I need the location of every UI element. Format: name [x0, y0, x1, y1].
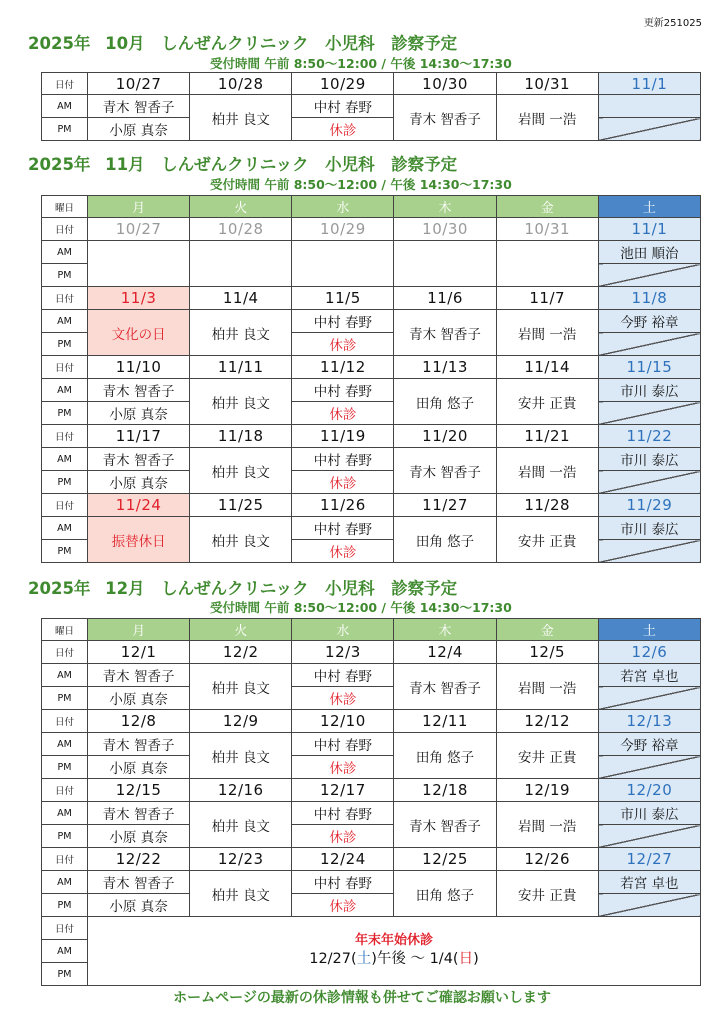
doctor-cell: 中村 春野: [292, 733, 394, 756]
date-row: [42, 425, 701, 448]
am-row: [42, 448, 701, 471]
weekday-header-row: [42, 196, 701, 218]
am-label: AM: [42, 448, 88, 471]
am-label: AM: [42, 940, 88, 963]
date-cell-saturday: 12/20: [598, 779, 700, 802]
doctor-cell: 安井 正貴: [496, 871, 598, 917]
date-cell: 12/5: [496, 641, 598, 664]
saturday-pm-closed-cell: [598, 894, 700, 917]
date-cell: 10/31: [496, 73, 598, 95]
doctor-cell: 柏井 良文: [190, 95, 292, 141]
doctor-cell-saturday: 市川 泰広: [598, 379, 700, 402]
date-cell: 11/14: [496, 356, 598, 379]
pm-label: PM: [42, 333, 88, 356]
date-cell: 12/8: [88, 710, 190, 733]
date-row: [42, 356, 701, 379]
doctor-cell: 柏井 良文: [190, 802, 292, 848]
doctor-cell: 中村 春野: [292, 871, 394, 894]
doctor-cell: 田角 悠子: [394, 379, 496, 425]
weekday-header-row: [42, 619, 701, 641]
closure-start-date: 12/27: [309, 950, 352, 967]
date-label: 日付: [42, 779, 88, 802]
doctor-cell: 小原 真奈: [88, 756, 190, 779]
pm-label: PM: [42, 894, 88, 917]
date-cell: 11/27: [394, 494, 496, 517]
saturday-pm-closed-cell: [598, 825, 700, 848]
closed-cell: 休診: [292, 333, 394, 356]
weekday-header: 月: [88, 619, 190, 641]
doctor-cell: 小原 真奈: [88, 118, 190, 141]
date-cell: 11/6: [394, 287, 496, 310]
date-cell: 12/17: [292, 779, 394, 802]
weekday-header: 水: [292, 196, 394, 218]
pm-label: PM: [42, 963, 88, 986]
am-label: AM: [42, 310, 88, 333]
doctor-cell: 柏井 良文: [190, 664, 292, 710]
doctor-cell: 安井 正貴: [496, 733, 598, 779]
date-cell-previous-month: 10/30: [394, 218, 496, 241]
date-cell: 12/22: [88, 848, 190, 871]
date-row: [42, 917, 701, 940]
date-cell: 11/18: [190, 425, 292, 448]
date-cell-saturday: 11/15: [598, 356, 700, 379]
am-label: AM: [42, 379, 88, 402]
date-cell-previous-month: 10/28: [190, 218, 292, 241]
am-row: [42, 95, 701, 118]
updated-stamp: 更新251025: [643, 18, 702, 29]
date-cell: 11/26: [292, 494, 394, 517]
am-row: [42, 871, 701, 894]
pm-label: PM: [42, 471, 88, 494]
doctor-cell: 田角 悠子: [394, 733, 496, 779]
date-cell: 12/26: [496, 848, 598, 871]
date-cell: 12/11: [394, 710, 496, 733]
doctor-cell: 中村 春野: [292, 802, 394, 825]
saturday-pm-closed-cell: [598, 471, 700, 494]
closure-end-day: 日: [458, 950, 474, 967]
pm-label: PM: [42, 402, 88, 425]
pm-label: PM: [42, 264, 88, 287]
weekday-header: 火: [190, 196, 292, 218]
weekday-header: 木: [394, 196, 496, 218]
am-label: AM: [42, 95, 88, 118]
weekday-label: 曜日: [42, 619, 88, 641]
date-row: [42, 287, 701, 310]
date-cell: 12/3: [292, 641, 394, 664]
date-cell: 12/1: [88, 641, 190, 664]
weekday-label: 曜日: [42, 196, 88, 218]
date-cell-holiday: 11/24: [88, 494, 190, 517]
empty-cell: [292, 241, 394, 287]
date-cell: 11/20: [394, 425, 496, 448]
december-hours: 受付時間 午前 8:50〜12:00 / 午後 14:30〜17:30: [210, 600, 512, 615]
footer-note: ホームページの最新の休診情報も併せてご確認お願いします: [173, 990, 551, 1006]
date-cell: 12/10: [292, 710, 394, 733]
pm-row: [42, 894, 701, 917]
am-row: [42, 379, 701, 402]
doctor-cell: 青木 智香子: [88, 379, 190, 402]
date-cell-saturday: 11/1: [598, 218, 700, 241]
new-year-closure-period: 12/27(土)午後 〜 1/4(日): [309, 950, 479, 967]
doctor-cell: 安井 正貴: [496, 517, 598, 563]
date-label: 日付: [42, 494, 88, 517]
weekday-header: 金: [496, 196, 598, 218]
date-cell: 11/21: [496, 425, 598, 448]
doctor-cell: 岩間 一浩: [496, 664, 598, 710]
empty-cell: [190, 241, 292, 287]
november-title: 2025年 11月 しんぜんクリニック 小児科 診察予定: [28, 155, 458, 174]
holiday-cell: 文化の日: [88, 310, 190, 356]
doctor-cell: 青木 智香子: [394, 95, 496, 141]
doctor-cell: 青木 智香子: [394, 802, 496, 848]
date-cell: 11/7: [496, 287, 598, 310]
date-cell-holiday: 11/3: [88, 287, 190, 310]
doctor-cell-saturday: 市川 泰広: [598, 448, 700, 471]
doctor-cell: 小原 真奈: [88, 402, 190, 425]
date-cell-saturday: 11/8: [598, 287, 700, 310]
doctor-cell: 柏井 良文: [190, 448, 292, 494]
date-cell-saturday: 11/22: [598, 425, 700, 448]
doctor-cell: 岩間 一浩: [496, 802, 598, 848]
december-title: 2025年 12月 しんぜんクリニック 小児科 診察予定: [28, 579, 458, 598]
pm-row: [42, 471, 701, 494]
doctor-cell: 青木 智香子: [88, 95, 190, 118]
date-cell: 12/18: [394, 779, 496, 802]
date-cell: 12/19: [496, 779, 598, 802]
date-cell: 12/15: [88, 779, 190, 802]
pm-row: [42, 756, 701, 779]
date-row: [42, 779, 701, 802]
closed-cell: 休診: [292, 540, 394, 563]
date-cell: 11/4: [190, 287, 292, 310]
closed-cell: 休診: [292, 756, 394, 779]
doctor-cell-saturday: 今野 裕章: [598, 310, 700, 333]
october-schedule-table: [41, 72, 701, 141]
date-cell: 10/28: [190, 73, 292, 95]
date-cell-previous-month: 10/29: [292, 218, 394, 241]
date-cell: 11/12: [292, 356, 394, 379]
date-cell: 10/27: [88, 73, 190, 95]
pm-label: PM: [42, 825, 88, 848]
closed-cell: 休診: [292, 471, 394, 494]
empty-cell: [496, 241, 598, 287]
doctor-cell: 柏井 良文: [190, 871, 292, 917]
doctor-cell-saturday: 若宮 卓也: [598, 871, 700, 894]
pm-row: [42, 118, 701, 141]
doctor-cell: 青木 智香子: [394, 448, 496, 494]
doctor-cell: 中村 春野: [292, 517, 394, 540]
date-label: 日付: [42, 641, 88, 664]
november-schedule-table: [41, 195, 701, 563]
doctor-cell: 青木 智香子: [394, 310, 496, 356]
am-row: [42, 310, 701, 333]
doctor-cell: 柏井 良文: [190, 517, 292, 563]
doctor-cell: 中村 春野: [292, 95, 394, 118]
date-cell: 12/24: [292, 848, 394, 871]
doctor-cell: 小原 真奈: [88, 471, 190, 494]
date-row: [42, 494, 701, 517]
date-label: 日付: [42, 710, 88, 733]
pm-label: PM: [42, 118, 88, 141]
doctor-cell: 青木 智香子: [88, 664, 190, 687]
pm-label: PM: [42, 540, 88, 563]
doctor-cell: 中村 春野: [292, 310, 394, 333]
am-label: AM: [42, 517, 88, 540]
pm-row: [42, 687, 701, 710]
doctor-cell: 岩間 一浩: [496, 95, 598, 141]
date-cell: 10/30: [394, 73, 496, 95]
pm-label: PM: [42, 687, 88, 710]
date-cell-saturday: 12/13: [598, 710, 700, 733]
weekday-header: 水: [292, 619, 394, 641]
pm-row: [42, 825, 701, 848]
doctor-cell: 青木 智香子: [88, 802, 190, 825]
date-label: 日付: [42, 73, 88, 95]
weekday-header: 月: [88, 196, 190, 218]
november-hours: 受付時間 午前 8:50〜12:00 / 午後 14:30〜17:30: [210, 177, 512, 192]
doctor-cell: 柏井 良文: [190, 310, 292, 356]
date-cell-saturday: 12/27: [598, 848, 700, 871]
date-cell: 11/5: [292, 287, 394, 310]
doctor-cell: 柏井 良文: [190, 379, 292, 425]
doctor-cell: 小原 真奈: [88, 687, 190, 710]
date-cell: 12/9: [190, 710, 292, 733]
am-row: [42, 733, 701, 756]
date-cell-previous-month: 10/27: [88, 218, 190, 241]
doctor-cell: 中村 春野: [292, 448, 394, 471]
am-label: AM: [42, 241, 88, 264]
closed-cell: 休診: [292, 894, 394, 917]
doctor-cell: 中村 春野: [292, 379, 394, 402]
doctor-cell: 岩間 一浩: [496, 448, 598, 494]
weekday-header: 火: [190, 619, 292, 641]
am-label: AM: [42, 733, 88, 756]
am-label: AM: [42, 664, 88, 687]
date-cell: 12/23: [190, 848, 292, 871]
date-label: 日付: [42, 425, 88, 448]
empty-cell: [394, 241, 496, 287]
closed-cell: 休診: [292, 402, 394, 425]
doctor-cell: 田角 悠子: [394, 517, 496, 563]
october-title: 2025年 10月 しんぜんクリニック 小児科 診察予定: [28, 34, 458, 53]
doctor-cell: 安井 正貴: [496, 379, 598, 425]
doctor-cell-saturday: 池田 順治: [598, 241, 700, 264]
closed-cell: 休診: [292, 118, 394, 141]
date-cell-saturday: 11/1: [598, 73, 700, 95]
pm-label: PM: [42, 756, 88, 779]
date-label: 日付: [42, 287, 88, 310]
doctor-cell: 岩間 一浩: [496, 310, 598, 356]
date-label: 日付: [42, 356, 88, 379]
doctor-cell: 小原 真奈: [88, 894, 190, 917]
date-cell: 11/19: [292, 425, 394, 448]
closure-end-date: 1/4: [429, 950, 453, 967]
date-label: 日付: [42, 848, 88, 871]
weekday-header: 金: [496, 619, 598, 641]
doctor-cell-saturday: 今野 裕章: [598, 733, 700, 756]
saturday-pm-closed-cell: [598, 687, 700, 710]
am-row: [42, 664, 701, 687]
saturday-blank-cell: [598, 95, 700, 118]
closure-tilde: 〜: [410, 950, 425, 967]
date-label: 日付: [42, 917, 88, 940]
date-row: [42, 218, 701, 241]
doctor-cell: 小原 真奈: [88, 825, 190, 848]
doctor-cell: 田角 悠子: [394, 871, 496, 917]
date-cell: 10/29: [292, 73, 394, 95]
date-cell: 11/11: [190, 356, 292, 379]
december-schedule-table: [41, 618, 701, 986]
date-cell: 12/16: [190, 779, 292, 802]
date-cell: 11/25: [190, 494, 292, 517]
date-cell-saturday: 12/6: [598, 641, 700, 664]
date-cell-previous-month: 10/31: [496, 218, 598, 241]
date-cell: 11/10: [88, 356, 190, 379]
saturday-pm-closed-cell: [598, 540, 700, 563]
doctor-cell: 柏井 良文: [190, 733, 292, 779]
new-year-closure-title: 年末年始休診: [354, 933, 433, 949]
am-row: [42, 802, 701, 825]
date-label: 日付: [42, 218, 88, 241]
date-row: [42, 73, 701, 95]
date-cell: 11/28: [496, 494, 598, 517]
saturday-pm-closed-cell: [598, 118, 700, 141]
date-cell: 12/2: [190, 641, 292, 664]
closed-cell: 休診: [292, 825, 394, 848]
holiday-cell: 振替休日: [88, 517, 190, 563]
date-cell-saturday: 11/29: [598, 494, 700, 517]
date-row: [42, 848, 701, 871]
am-label: AM: [42, 871, 88, 894]
date-cell: 12/12: [496, 710, 598, 733]
saturday-pm-closed-cell: [598, 264, 700, 287]
saturday-pm-closed-cell: [598, 333, 700, 356]
saturday-pm-closed-cell: [598, 402, 700, 425]
am-row: [42, 241, 701, 264]
date-row: [42, 641, 701, 664]
am-row: [42, 517, 701, 540]
date-cell: 12/25: [394, 848, 496, 871]
doctor-cell-saturday: 若宮 卓也: [598, 664, 700, 687]
closed-cell: 休診: [292, 687, 394, 710]
empty-cell: [88, 241, 190, 287]
new-year-closure-notice: [88, 917, 701, 986]
date-cell: 11/17: [88, 425, 190, 448]
date-cell: 12/4: [394, 641, 496, 664]
date-row: [42, 710, 701, 733]
doctor-cell: 中村 春野: [292, 664, 394, 687]
doctor-cell-saturday: 市川 泰広: [598, 802, 700, 825]
doctor-cell: 青木 智香子: [88, 448, 190, 471]
pm-row: [42, 402, 701, 425]
weekday-header: 木: [394, 619, 496, 641]
doctor-cell: 青木 智香子: [394, 664, 496, 710]
doctor-cell-saturday: 市川 泰広: [598, 517, 700, 540]
closure-start-day: 土: [356, 950, 372, 967]
saturday-pm-closed-cell: [598, 756, 700, 779]
closure-start-suffix: 午後: [376, 950, 406, 967]
saturday-header: 土: [598, 619, 700, 641]
doctor-cell: 青木 智香子: [88, 871, 190, 894]
saturday-header: 土: [598, 196, 700, 218]
am-label: AM: [42, 802, 88, 825]
doctor-cell: 青木 智香子: [88, 733, 190, 756]
october-hours: 受付時間 午前 8:50〜12:00 / 午後 14:30〜17:30: [210, 56, 512, 71]
date-cell: 11/13: [394, 356, 496, 379]
